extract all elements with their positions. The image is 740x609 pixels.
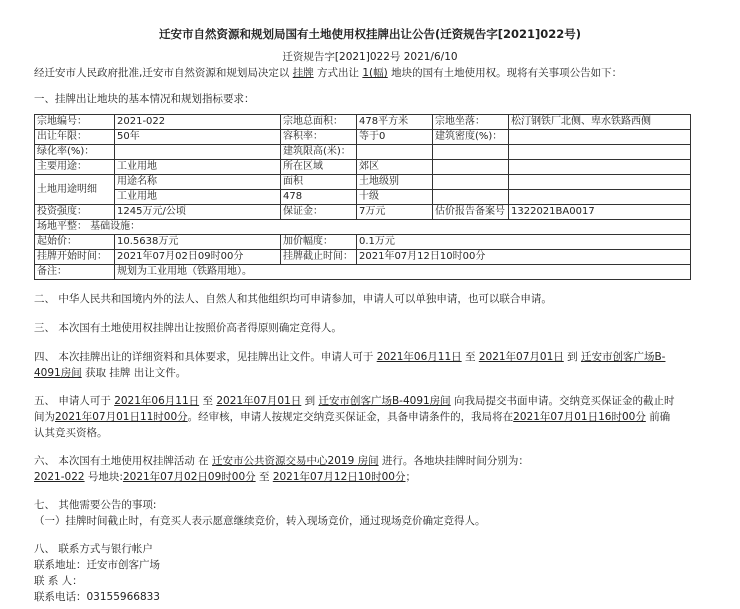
table-cell xyxy=(433,175,509,190)
table-cell: 规划为工业用地（铁路用地）。 xyxy=(115,265,691,280)
table-cell: 宗地总面积： xyxy=(281,115,357,130)
table-cell: 工业用地 xyxy=(115,190,281,205)
table-cell xyxy=(509,160,691,175)
contact-phone: 联系电话：03155966833 xyxy=(34,591,160,603)
table-cell xyxy=(509,145,691,160)
date-link: 2021年07月12日10时00分 xyxy=(272,471,406,483)
table-cell: 工业用地 xyxy=(115,160,281,175)
section-7-item: （一）挂牌时间截止时，有竞买人表示愿意继续竞价，转入现场竞价，通过现场竞价确定竞得人。 xyxy=(34,515,486,527)
section-6-text: 进行。各地块挂牌时间分别为： xyxy=(381,455,529,467)
table-cell xyxy=(115,145,281,160)
section-5-text: 到 xyxy=(304,395,316,407)
doc-number-date: 迁资规告字[2021]022号 2021/6/10 xyxy=(282,51,458,63)
table-cell: 2021年07月02日09时00分 xyxy=(115,250,281,265)
table-cell: 十级 xyxy=(357,190,433,205)
section-5-text: 五、 申请人可于 xyxy=(34,395,111,407)
table-cell: 2021年07月12日10时00分 xyxy=(357,250,691,265)
section-7 xyxy=(34,497,740,529)
table-cell: 7万元 xyxy=(357,205,433,220)
table-row xyxy=(35,115,691,130)
date-link: 2021年07月01日11时00分 xyxy=(55,411,188,423)
table-cell: 50年 xyxy=(115,130,281,145)
date-link: 2021年06月11日 xyxy=(114,395,200,407)
table-cell xyxy=(509,130,691,145)
date-link: 2021年06月11日 xyxy=(376,351,462,363)
table-row xyxy=(35,160,691,175)
table-row xyxy=(35,145,691,160)
intro-paragraph xyxy=(34,65,740,82)
section-1-heading: 一、挂牌出让地块的基本情况和规划指标要求： xyxy=(34,93,255,105)
place-link: 迁安市公共资源交易中心2019 房间 xyxy=(212,455,379,467)
section-8-heading: 八、 联系方式与银行帐户 xyxy=(34,543,153,555)
section-4 xyxy=(34,349,740,381)
table-cell: 宗地编号： xyxy=(35,115,115,130)
page-title: 迁安市自然资源和规划局国有土地使用权挂牌出让公告(迁资规告字[2021]022号) xyxy=(158,27,582,41)
intro-text: 方式出让 xyxy=(317,67,360,79)
table-cell: 用途名称 xyxy=(115,175,281,190)
table-cell: 挂牌开始时间： xyxy=(35,250,115,265)
section-6-text: 号地块: xyxy=(87,471,123,483)
contact-address: 联系地址：迁安市创客广场 xyxy=(34,559,160,571)
intro-count: 1(幅) xyxy=(362,67,388,79)
section-4-text: 到 xyxy=(567,351,578,363)
table-cell xyxy=(433,145,509,160)
table-cell: 0.1万元 xyxy=(357,235,691,250)
table-cell: 主要用途： xyxy=(35,160,115,175)
section-6-text: 六、 本次国有土地使用权挂牌活动 在 xyxy=(34,455,209,467)
intro-method: 挂牌 xyxy=(292,67,314,79)
section-5-text: 认其竞买资格。 xyxy=(34,427,108,439)
table-cell: 投资强度： xyxy=(35,205,115,220)
table-row xyxy=(35,220,691,235)
date-link: 2021年07月02日09时00分 xyxy=(122,471,256,483)
table-cell: 场地平整： 基础设施： xyxy=(35,220,691,235)
section-6-text: 至 xyxy=(258,471,270,483)
section-2: 二、 中华人民共和国境内外的法人、自然人和其他组织均可申请参加，申请人可以单独申请，也可以联合申请。 xyxy=(34,293,552,305)
table-cell: 郊区 xyxy=(357,160,433,175)
table-row xyxy=(35,235,691,250)
section-4-text: 四、 本次挂牌出让的详细资料和具体要求，见挂牌出让文件。申请人可于 xyxy=(34,351,374,363)
table-cell: 所在区域 xyxy=(281,160,357,175)
section-4-text: 至 xyxy=(464,351,476,363)
table-cell xyxy=(509,175,691,190)
section-5-text: 向我局提交书面申请。交纳竞买保证金的截止时 xyxy=(454,395,675,407)
intro-text: 地块的国有土地使用权。现将有关事项公告如下： xyxy=(391,67,623,79)
section-5-text: 至 xyxy=(202,395,213,407)
table-cell: 1245万元/公顷 xyxy=(115,205,281,220)
date-link: 2021年07月01日 xyxy=(478,351,564,363)
section-5-text: 间为 xyxy=(34,411,55,423)
table-cell xyxy=(433,160,509,175)
table-cell: 土地用途明细 xyxy=(35,175,115,205)
table-cell: 容积率： xyxy=(281,130,357,145)
table-cell: 宗地坐落： xyxy=(433,115,509,130)
table-cell: 绿化率(%)： xyxy=(35,145,115,160)
date-link: 2021年07月01日16时00分 xyxy=(513,411,646,423)
section-3: 三、 本次国有土地使用权挂牌出让按照价高者得原则确定竞得人。 xyxy=(34,322,342,334)
table-cell: 挂牌截止时间： xyxy=(281,250,357,265)
table-cell: 加价幅度： xyxy=(281,235,357,250)
place-link: 迁安市创客广场B- xyxy=(580,351,666,363)
table-row xyxy=(35,175,691,190)
table-cell: 起始价： xyxy=(35,235,115,250)
table-cell: 松汀钢铁厂北侧、卑水铁路西侧 xyxy=(509,115,691,130)
table-cell: 10.5638万元 xyxy=(115,235,281,250)
table-row xyxy=(35,205,691,220)
table-cell: 等于0 xyxy=(357,130,433,145)
section-5-text: 。经审核，申请人按规定交纳竞买保证金，具备申请条件的，我局将在 xyxy=(187,411,514,423)
section-6 xyxy=(34,453,740,485)
place-link: 迁安市创客广场B-4091房间 xyxy=(318,395,451,407)
table-cell xyxy=(433,190,509,205)
section-8 xyxy=(34,541,740,605)
table-cell xyxy=(357,145,433,160)
table-cell: 出让年限： xyxy=(35,130,115,145)
section-6-text: ； xyxy=(405,471,416,483)
table-cell: 备注： xyxy=(35,265,115,280)
table-cell: 土地级别 xyxy=(357,175,433,190)
section-5 xyxy=(34,393,740,441)
table-cell: 建筑限高(米)： xyxy=(281,145,357,160)
table-cell: 保证金： xyxy=(281,205,357,220)
table-cell: 估价报告备案号 xyxy=(433,205,509,220)
parcel-table xyxy=(34,114,691,280)
date-link: 2021年07月01日 xyxy=(216,395,302,407)
table-cell: 1322021BA0017 xyxy=(509,205,691,220)
table-row xyxy=(35,190,691,205)
table-cell: 面积 xyxy=(281,175,357,190)
table-row xyxy=(35,130,691,145)
place-link: 4091房间 xyxy=(34,367,82,379)
table-cell: 478平方米 xyxy=(357,115,433,130)
table-cell xyxy=(509,190,691,205)
table-cell: 2021-022 xyxy=(115,115,281,130)
parcel-id-link: 2021-022 xyxy=(34,471,85,483)
table-row xyxy=(35,250,691,265)
table-cell: 建筑密度(%)： xyxy=(433,130,509,145)
table-row xyxy=(35,265,691,280)
section-7-heading: 七、 其他需要公告的事项: xyxy=(34,499,157,511)
contact-person: 联 系 人： xyxy=(34,575,83,587)
section-4-text: 获取 挂牌 出让文件。 xyxy=(85,367,187,379)
table-cell: 478 xyxy=(281,190,357,205)
intro-text: 经迁安市人民政府批准,迁安市自然资源和规划局决定以 xyxy=(34,67,290,79)
section-5-text: 前确 xyxy=(649,411,671,423)
